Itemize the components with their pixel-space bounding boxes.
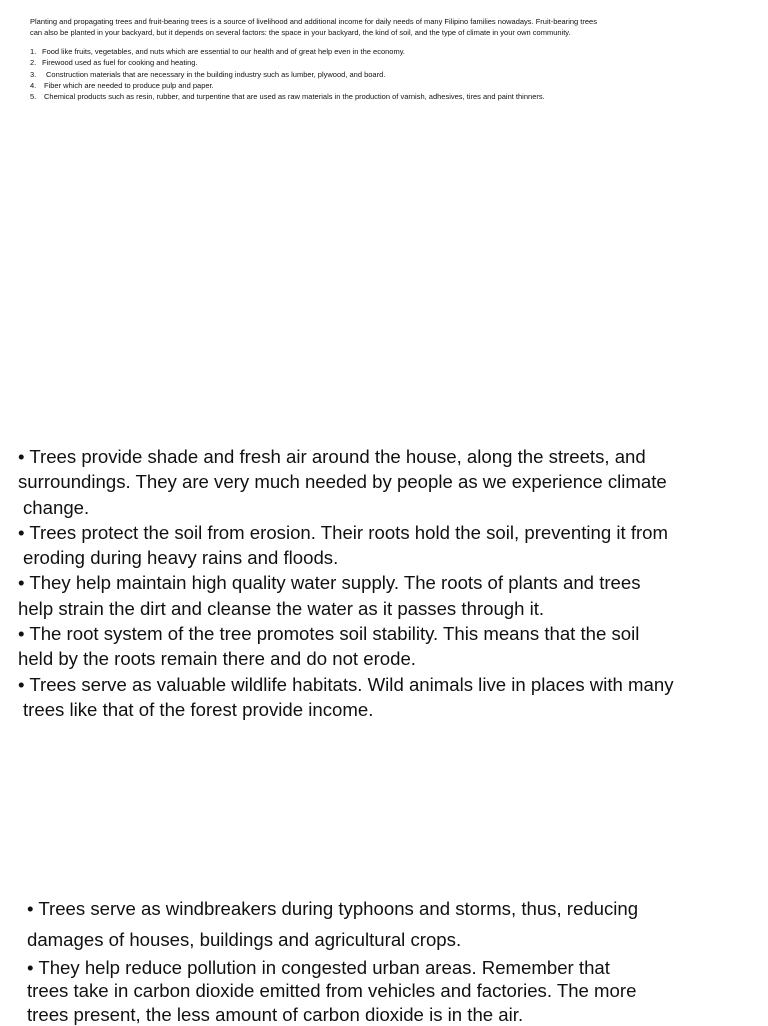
bullet-line: help strain the dirt and cleanse the water as it passes through it. xyxy=(18,597,545,619)
list-item-text: Chemical products such as resin, rubber, and turpentine that are used as raw materials in the production of varnish, adhesives, tires and paint thinners. xyxy=(44,92,545,102)
bullet-line: • Trees serve as windbreakers during typhoons and storms, thus, reducing xyxy=(27,898,639,919)
bullet-reduce-pollution xyxy=(27,956,752,1026)
bullet-soil-stability xyxy=(18,621,753,672)
bullet-line: trees take in carbon dioxide emitted from vehicles and factories. The more xyxy=(27,980,637,1002)
bullet-line: trees present, the less amount of carbon dioxide is in the air. xyxy=(27,1003,524,1025)
intro-section xyxy=(30,16,610,102)
bullet-line: eroding during heavy rains and floods. xyxy=(23,547,339,569)
list-number: 4. xyxy=(30,80,37,90)
tree-benefits-section-a xyxy=(18,444,753,722)
intro-paragraph: Planting and propagating trees and fruit-bearing trees is a source of livelihood and additional income for daily needs of many Filipino families nowadays. Fruit-bearing trees can also be planted in your backyard, but it depends on several factors: the space in your backyard, the kind of soil, and the type of climate in your own community. xyxy=(30,17,597,37)
list-item xyxy=(30,80,610,91)
bullet-soil-erosion xyxy=(18,520,753,571)
bullet-line: change. xyxy=(23,496,90,518)
bullet-wildlife-habitats xyxy=(18,672,753,723)
bullet-line: • Trees serve as valuable wildlife habitats. Wild animals live in places with many xyxy=(18,673,674,695)
bullet-line: damages of houses, buildings and agricultural crops. xyxy=(27,929,462,950)
uses-of-trees-list xyxy=(30,46,610,102)
list-item xyxy=(30,91,610,102)
list-number: 3. xyxy=(30,69,37,79)
bullet-line: held by the roots remain there and do not erode. xyxy=(18,648,416,670)
bullet-line: • They help reduce pollution in congested urban areas. Remember that xyxy=(27,957,610,978)
bullet-line: • Trees provide shade and fresh air around the house, along the streets, and xyxy=(18,446,646,467)
bullet-line: trees like that of the forest provide income. xyxy=(23,698,374,720)
list-item-text: Food like fruits, vegetables, and nuts which are essential to our health and of great help even in the economy. xyxy=(42,47,405,56)
list-item xyxy=(30,57,610,68)
list-number: 1. xyxy=(30,47,37,56)
bullet-windbreakers xyxy=(27,893,752,955)
list-item xyxy=(30,69,610,80)
list-number: 2. xyxy=(30,58,37,68)
bullet-shade-fresh-air xyxy=(18,444,753,520)
list-number: 5. xyxy=(30,92,37,102)
list-item-text: Construction materials that are necessary in the building industry such as lumber, plywood, and board. xyxy=(46,69,386,79)
list-item xyxy=(30,46,610,57)
bullet-line: surroundings. They are very much needed by people as we experience climate xyxy=(18,471,667,493)
list-item-text: Firewood used as fuel for cooking and heating. xyxy=(42,58,198,68)
list-item-text: Fiber which are needed to produce pulp and paper. xyxy=(44,80,214,90)
bullet-line: • The root system of the tree promotes soil stability. This means that the soil xyxy=(18,623,640,645)
tree-benefits-section-b xyxy=(27,893,752,1026)
bullet-line: • They help maintain high quality water supply. The roots of plants and trees xyxy=(18,572,641,594)
bullet-water-supply xyxy=(18,570,753,621)
bullet-line: • Trees protect the soil from erosion. Their roots hold the soil, preventing it from xyxy=(18,521,669,543)
